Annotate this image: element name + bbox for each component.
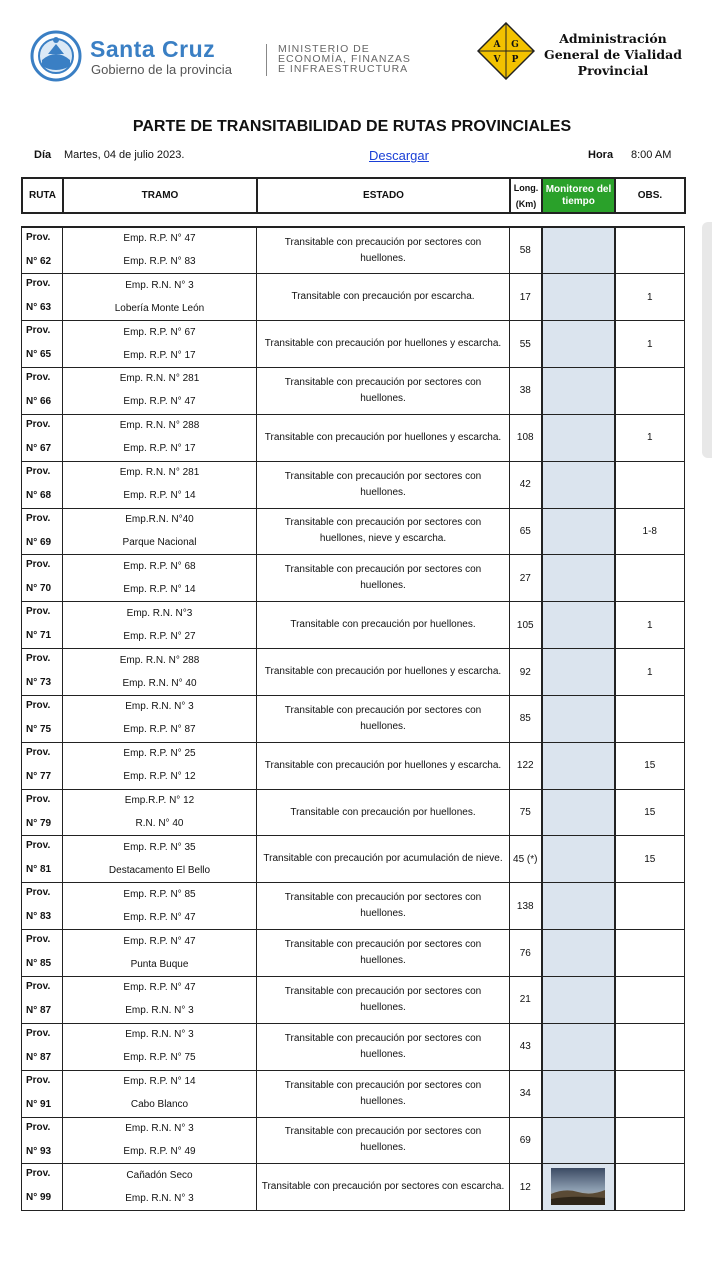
tramo-cell (63, 695, 257, 742)
tramo-end: Destacamento El Bello (108, 864, 211, 876)
agvp-letter: V (493, 55, 501, 65)
ruta-prefix: Prov. (26, 840, 51, 852)
ruta-number: N° 87 (26, 1005, 52, 1016)
estado-cell: Transitable con precaución por sectores con huellones. (257, 368, 510, 415)
long-cell: 43 (510, 1023, 542, 1070)
monitor-cell (542, 555, 615, 602)
ruta-prefix: Prov. (26, 887, 51, 899)
estado-cell: Transitable con precaución por huellones y escarcha. (257, 321, 510, 368)
tramo-cell (63, 649, 257, 696)
estado-cell: Transitable con precaución por sectores con huellones. (257, 227, 510, 274)
ministry-name (278, 44, 411, 74)
scrollbar-thumb[interactable] (702, 222, 712, 458)
tramo-cell (63, 227, 257, 274)
tramo-end: Emp. R.P. N° 14 (123, 583, 196, 595)
tramo-cell (63, 508, 257, 555)
ministry-line: MINISTERIO DE (278, 43, 370, 55)
long-cell: 69 (510, 1117, 542, 1164)
long-cell: 27 (510, 555, 542, 602)
agvp-letter: G (511, 40, 519, 50)
table-row (22, 649, 685, 696)
header-estado: ESTADO (257, 178, 510, 213)
ruta-cell (22, 602, 63, 649)
header-obs: OBS. (615, 178, 685, 213)
hour-label: Hora (588, 149, 614, 161)
long-cell: 17 (510, 274, 542, 321)
ministry-line: E INFRAESTRUCTURA (278, 63, 409, 75)
tramo-start: Emp. R.P. N° 47 (123, 935, 196, 947)
ruta-number: N° 81 (26, 864, 52, 876)
ruta-prefix: Prov. (26, 793, 51, 805)
ruta-number: N° 73 (26, 677, 52, 689)
obs-cell (615, 977, 685, 1024)
tramo-end: Emp. R.P. N° 17 (123, 443, 196, 455)
tramo-start: Emp. R.P. N° 14 (123, 1076, 196, 1088)
monitor-cell (542, 883, 615, 930)
ruta-cell (22, 930, 63, 977)
obs-cell (615, 555, 685, 602)
monitor-cell (542, 977, 615, 1024)
obs-cell (615, 461, 685, 508)
obs-cell (615, 883, 685, 930)
estado-cell: Transitable con precaución por sectores con huellones. (257, 977, 510, 1024)
ruta-cell (22, 227, 63, 274)
tramo-cell (63, 274, 257, 321)
tramo-start: Cañadón Seco (126, 1169, 193, 1181)
tramo-end: Emp. R.P. N° 87 (123, 724, 196, 736)
monitor-cell (542, 321, 615, 368)
tramo-start: Emp. R.P. N° 67 (123, 326, 196, 338)
monitor-cell (542, 930, 615, 977)
ruta-prefix: Prov. (26, 559, 51, 571)
table-row (22, 602, 685, 649)
hour-value: 8:00 AM (631, 149, 672, 161)
tramo-end: Emp. R.P. N° 47 (123, 911, 196, 923)
ruta-cell (22, 789, 63, 836)
estado-cell: Transitable con precaución por sectores con huellones. (257, 1023, 510, 1070)
long-cell: 122 (510, 742, 542, 789)
ruta-cell (22, 1117, 63, 1164)
ruta-number: N° 99 (26, 1192, 52, 1204)
ruta-prefix: Prov. (26, 325, 51, 337)
monitor-cell (542, 836, 615, 883)
tramo-cell (63, 555, 257, 602)
tramo-start: Emp. R.P. N° 68 (123, 560, 196, 572)
header-ruta: RUTA (22, 178, 63, 213)
ruta-prefix: Prov. (26, 1027, 51, 1039)
long-cell: 12 (510, 1164, 542, 1211)
agvp-logo-icon (477, 22, 535, 80)
table-row (22, 1117, 685, 1164)
estado-cell: Transitable con precaución por acumulación de nieve. (257, 836, 510, 883)
ruta-prefix: Prov. (26, 418, 51, 430)
tramo-end: Parque Nacional (122, 536, 197, 548)
long-cell: 85 (510, 695, 542, 742)
table-row (22, 695, 685, 742)
tramo-cell (63, 1117, 257, 1164)
monitor-cell (542, 695, 615, 742)
tramo-cell (63, 742, 257, 789)
obs-cell: 1-8 (615, 508, 685, 555)
ruta-cell (22, 742, 63, 789)
long-cell: 45 (*) (510, 836, 542, 883)
ruta-number: N° 66 (26, 396, 52, 408)
ruta-prefix: Prov. (26, 981, 51, 992)
santa-cruz-emblem-icon (30, 30, 82, 82)
monitor-cell (542, 649, 615, 696)
table-row (22, 1023, 685, 1070)
ruta-cell (22, 508, 63, 555)
ruta-cell (22, 368, 63, 415)
ruta-number: N° 68 (26, 489, 52, 501)
obs-cell: 1 (615, 274, 685, 321)
table-row (22, 930, 685, 977)
ruta-number: N° 63 (26, 302, 52, 314)
long-cell: 75 (510, 789, 542, 836)
tramo-end: Emp. R.P. N° 27 (123, 630, 196, 642)
tramo-end: Punta Buque (130, 958, 189, 970)
tramo-cell (63, 461, 257, 508)
ruta-number: N° 79 (26, 817, 52, 829)
ruta-cell (22, 695, 63, 742)
obs-cell (615, 368, 685, 415)
tramo-cell (63, 930, 257, 977)
header-long-line: Long. (513, 182, 539, 193)
monitor-cell (542, 508, 615, 555)
ruta-number: N° 62 (26, 256, 52, 267)
routes-table (21, 226, 685, 1211)
ruta-cell (22, 883, 63, 930)
ruta-cell (22, 321, 63, 368)
estado-cell: Transitable con precaución por sectores con huellones. (257, 461, 510, 508)
estado-cell: Transitable con precaución por huellones. (257, 789, 510, 836)
tramo-cell (63, 602, 257, 649)
ruta-number: N° 65 (26, 349, 52, 361)
ruta-number: N° 83 (26, 911, 52, 923)
agency-line: General de Vialidad (544, 47, 682, 62)
tramo-start: Emp. R.N. N° 3 (125, 1122, 194, 1134)
header-monitor-line: Monitoreo del (545, 183, 612, 195)
ruta-number: N° 77 (26, 770, 52, 782)
tramo-start: Emp. R.P. N° 35 (123, 841, 196, 853)
ruta-cell (22, 461, 63, 508)
ruta-cell (22, 555, 63, 602)
header-long-line: (Km) (515, 198, 537, 209)
ruta-prefix: Prov. (26, 232, 51, 243)
monitor-cell (542, 1117, 615, 1164)
tramo-start: Emp. R.N. N° 3 (125, 1029, 194, 1041)
monitor-cell (542, 274, 615, 321)
tramo-cell (63, 789, 257, 836)
tramo-end: Emp. R.P. N° 83 (123, 256, 196, 268)
ruta-number: N° 91 (26, 1098, 52, 1110)
estado-cell: Transitable con precaución por huellones y escarcha. (257, 414, 510, 461)
estado-cell: Transitable con precaución por sectores con huellones. (257, 883, 510, 930)
tramo-start: Emp. R.P. N° 25 (123, 748, 196, 760)
day-label: Día (34, 149, 52, 161)
obs-cell: 15 (615, 742, 685, 789)
monitor-cell (542, 1023, 615, 1070)
ruta-number: N° 69 (26, 536, 52, 548)
obs-cell (615, 930, 685, 977)
estado-cell: Transitable con precaución por sectores con huellones. (257, 555, 510, 602)
header-long (510, 178, 542, 213)
tramo-end: Cabo Blanco (130, 1099, 189, 1111)
monitor-cell (542, 227, 615, 274)
ministry-line: ECONOMÍA, FINANZAS (278, 53, 411, 65)
table-header (21, 177, 686, 214)
ruta-prefix: Prov. (26, 1168, 51, 1180)
long-cell: 42 (510, 461, 542, 508)
agvp-letter: A (493, 40, 501, 50)
obs-cell: 1 (615, 649, 685, 696)
long-cell: 38 (510, 368, 542, 415)
tramo-end: Emp. R.N. N° 3 (125, 1005, 194, 1017)
ruta-number: N° 71 (26, 630, 52, 642)
ruta-cell (22, 414, 63, 461)
tramo-start: Emp. R.N. N° 288 (119, 654, 200, 666)
estado-cell: Transitable con precaución por sectores con huellones, nieve y escarcha. (257, 508, 510, 555)
download-link[interactable]: Descargar (369, 148, 429, 163)
table-row (22, 1164, 685, 1211)
header-divider (266, 44, 267, 76)
tramo-end: Emp. R.P. N° 49 (123, 1145, 196, 1157)
table-row (22, 508, 685, 555)
ruta-number: N° 70 (26, 583, 52, 595)
long-cell: 76 (510, 930, 542, 977)
estado-cell: Transitable con precaución por huellones. (257, 602, 510, 649)
table-row (22, 321, 685, 368)
tramo-cell (63, 836, 257, 883)
tramo-end: Emp. R.P. N° 75 (123, 1052, 196, 1064)
ruta-number: N° 85 (26, 958, 52, 970)
tramo-cell (63, 977, 257, 1024)
agvp-letter: P (511, 55, 519, 65)
page-header (0, 0, 712, 110)
table-row (22, 227, 685, 274)
tramo-start: Emp. R.N. N°3 (126, 607, 193, 619)
tramo-end: Emp. R.P. N° 14 (123, 490, 196, 502)
obs-cell: 1 (615, 602, 685, 649)
monitor-cell (542, 789, 615, 836)
monitor-cell (542, 602, 615, 649)
table-row (22, 977, 685, 1024)
ruta-prefix: Prov. (26, 278, 51, 290)
province-name: Santa Cruz (90, 36, 216, 62)
ruta-prefix: Prov. (26, 512, 51, 524)
monitor-cell (542, 1164, 615, 1211)
report-title: PARTE DE TRANSITABILIDAD DE RUTAS PROVINCIALES (132, 118, 572, 135)
tramo-cell (63, 414, 257, 461)
tramo-cell (63, 321, 257, 368)
tramo-end: Emp. R.N. N° 40 (122, 677, 197, 689)
tramo-cell (63, 1164, 257, 1211)
agency-line: Provincial (577, 63, 649, 78)
ruta-prefix: Prov. (26, 746, 51, 758)
table-row (22, 1070, 685, 1117)
day-value: Martes, 04 de julio 2023. (64, 149, 185, 161)
obs-cell (615, 1070, 685, 1117)
table-row (22, 789, 685, 836)
tramo-cell (63, 883, 257, 930)
obs-cell (615, 1164, 685, 1211)
tramo-end: R.N. N° 40 (135, 818, 184, 830)
header-monitor-line: tiempo (562, 195, 595, 207)
ruta-prefix: Prov. (26, 699, 51, 711)
agency-name (540, 31, 686, 79)
obs-cell (615, 695, 685, 742)
long-cell: 138 (510, 883, 542, 930)
obs-cell (615, 1023, 685, 1070)
long-cell: 58 (510, 227, 542, 274)
tramo-start: Emp.R.P. N° 12 (124, 795, 195, 807)
long-cell: 92 (510, 649, 542, 696)
tramo-end: Emp. R.P. N° 12 (123, 771, 196, 783)
long-cell: 105 (510, 602, 542, 649)
estado-cell: Transitable con precaución por huellones y escarcha. (257, 649, 510, 696)
tramo-start: Emp. R.N. N° 281 (119, 373, 200, 385)
tramo-start: Emp. R.N. N° 3 (125, 279, 194, 291)
long-cell: 55 (510, 321, 542, 368)
tramo-start: Emp. R.N. N° 288 (119, 420, 200, 432)
tramo-end: Lobería Monte León (114, 302, 205, 314)
tramo-cell (63, 1070, 257, 1117)
table-row (22, 555, 685, 602)
ruta-prefix: Prov. (26, 1121, 51, 1133)
table-row (22, 836, 685, 883)
tramo-end: Emp. R.P. N° 47 (123, 396, 196, 408)
obs-cell (615, 227, 685, 274)
ruta-cell (22, 1023, 63, 1070)
ruta-number: N° 93 (26, 1145, 52, 1157)
tramo-end: Emp. R.N. N° 3 (125, 1192, 194, 1204)
ruta-cell (22, 836, 63, 883)
ruta-number: N° 67 (26, 442, 52, 454)
long-cell: 65 (510, 508, 542, 555)
estado-cell: Transitable con precaución por escarcha. (257, 274, 510, 321)
long-cell: 34 (510, 1070, 542, 1117)
obs-cell (615, 1117, 685, 1164)
tramo-start: Emp. R.N. N° 3 (125, 701, 194, 713)
obs-cell: 1 (615, 414, 685, 461)
weather-camera-thumbnail-icon[interactable] (551, 1168, 605, 1205)
ruta-cell (22, 1070, 63, 1117)
ruta-cell (22, 649, 63, 696)
obs-cell: 1 (615, 321, 685, 368)
tramo-end: Emp. R.P. N° 17 (123, 349, 196, 361)
table-row (22, 368, 685, 415)
header-monitor (542, 178, 615, 213)
province-subtitle: Gobierno de la provincia (91, 62, 232, 77)
ruta-prefix: Prov. (26, 372, 51, 384)
monitor-cell (542, 461, 615, 508)
ruta-number: N° 75 (26, 723, 52, 735)
ruta-prefix: Prov. (26, 1074, 51, 1086)
ruta-number: N° 87 (26, 1051, 52, 1063)
ruta-prefix: Prov. (26, 465, 51, 477)
monitor-cell (542, 742, 615, 789)
ruta-prefix: Prov. (26, 653, 51, 665)
tramo-cell (63, 1023, 257, 1070)
table-row (22, 742, 685, 789)
ruta-prefix: Prov. (26, 934, 51, 946)
ruta-prefix: Prov. (26, 606, 51, 618)
obs-cell: 15 (615, 789, 685, 836)
estado-cell: Transitable con precaución por sectores con huellones. (257, 695, 510, 742)
table-row (22, 883, 685, 930)
estado-cell: Transitable con precaución por sectores con escarcha. (257, 1164, 510, 1211)
ruta-cell (22, 977, 63, 1024)
estado-cell: Transitable con precaución por sectores con huellones. (257, 930, 510, 977)
monitor-cell (542, 368, 615, 415)
tramo-start: Emp. R.P. N° 47 (123, 982, 196, 994)
tramo-start: Emp. R.P. N° 85 (123, 888, 196, 900)
tramo-start: Emp.R.N. N°40 (125, 513, 194, 525)
agency-line: Administración (559, 31, 667, 46)
tramo-start: Emp. R.P. N° 47 (123, 233, 196, 245)
tramo-start: Emp. R.N. N° 281 (119, 467, 200, 479)
header-tramo: TRAMO (63, 178, 257, 213)
monitor-cell (542, 414, 615, 461)
tramo-cell (63, 368, 257, 415)
estado-cell: Transitable con precaución por sectores con huellones. (257, 1117, 510, 1164)
obs-cell: 15 (615, 836, 685, 883)
table-row (22, 461, 685, 508)
table-row (22, 274, 685, 321)
ruta-cell (22, 1164, 63, 1211)
monitor-cell (542, 1070, 615, 1117)
estado-cell: Transitable con precaución por sectores con huellones. (257, 1070, 510, 1117)
table-row (22, 414, 685, 461)
long-cell: 108 (510, 414, 542, 461)
ruta-cell (22, 274, 63, 321)
estado-cell: Transitable con precaución por huellones y escarcha. (257, 742, 510, 789)
long-cell: 21 (510, 977, 542, 1024)
